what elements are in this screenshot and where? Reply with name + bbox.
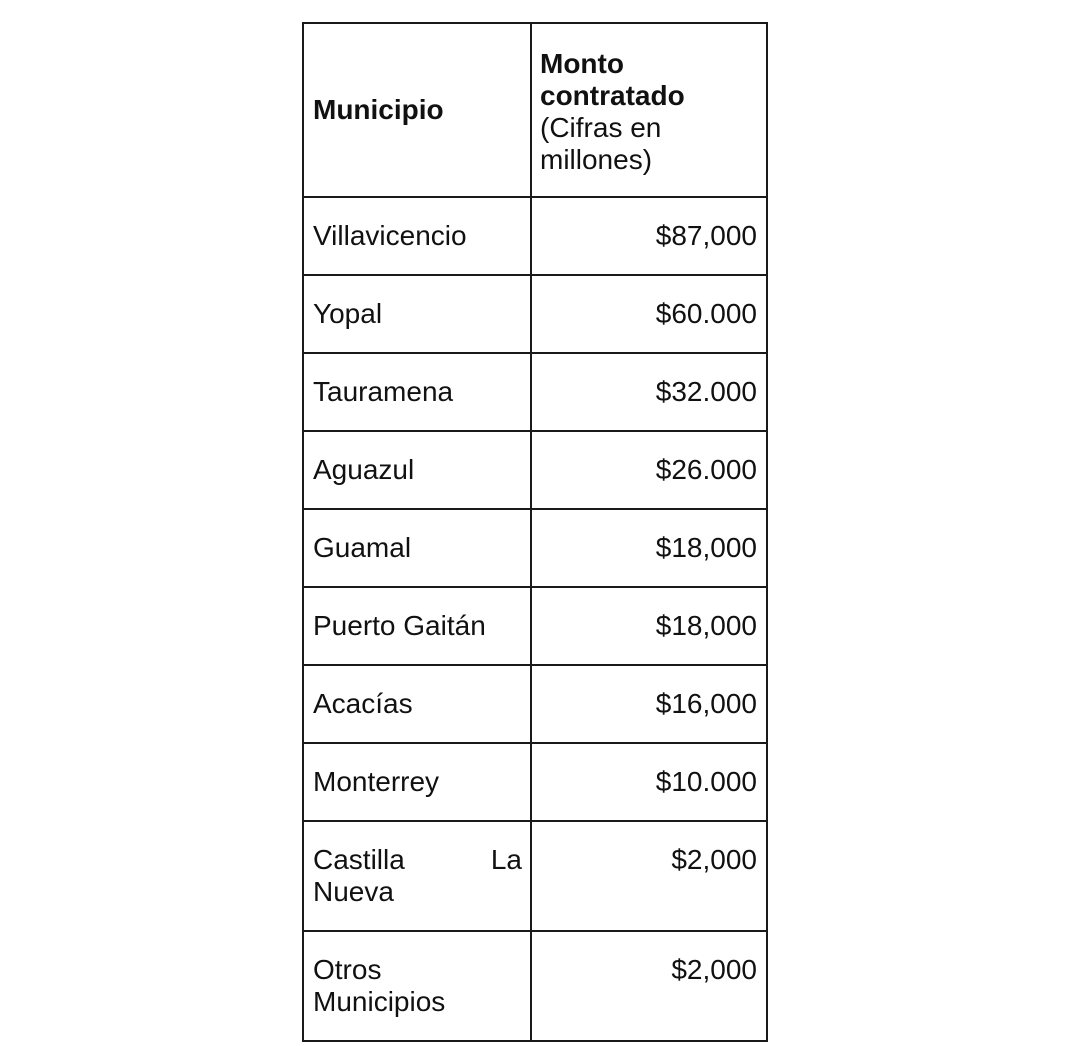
table-row [303,931,767,1041]
cell-monto: $18,000 [531,587,767,665]
table-row [303,665,767,743]
cell-monto: $60.000 [531,275,767,353]
cell-municipio: Yopal [303,275,531,353]
cell-monto: $2,000 [531,821,767,931]
cell-municipio [303,821,531,931]
cell-monto: $2,000 [531,931,767,1041]
municipio-line-2: Municipios [313,986,446,1017]
cell-municipio [303,931,531,1041]
municipio-line-1 [313,844,522,876]
cell-municipio: Guamal [303,509,531,587]
header-monto-title: Monto contratado [540,48,685,111]
table-header-row [303,23,767,197]
cell-municipio: Puerto Gaitán [303,587,531,665]
table-row [303,353,767,431]
cell-monto: $18,000 [531,509,767,587]
table-row [303,821,767,931]
table-row [303,509,767,587]
municipio-line-2: Nueva [313,876,394,907]
cell-monto: $32.000 [531,353,767,431]
cell-municipio: Acacías [303,665,531,743]
municipio-word: La [490,844,522,875]
municipio-line-1: Otros [313,954,382,985]
data-table-container [302,22,768,1042]
cell-monto: $16,000 [531,665,767,743]
contracts-table [302,22,768,1042]
cell-municipio: Villavicencio [303,197,531,275]
table-row [303,587,767,665]
cell-municipio: Aguazul [303,431,531,509]
cell-monto: $26.000 [531,431,767,509]
table-row [303,743,767,821]
cell-municipio: Monterrey [303,743,531,821]
cell-municipio: Tauramena [303,353,531,431]
table-row [303,197,767,275]
header-monto-note: (Cifras en millones) [540,112,662,175]
municipio-word: Castilla [313,844,405,875]
cell-monto: $10.000 [531,743,767,821]
header-monto [531,23,767,197]
header-municipio: Municipio [303,23,531,197]
table-row [303,431,767,509]
cell-monto: $87,000 [531,197,767,275]
table-row [303,275,767,353]
